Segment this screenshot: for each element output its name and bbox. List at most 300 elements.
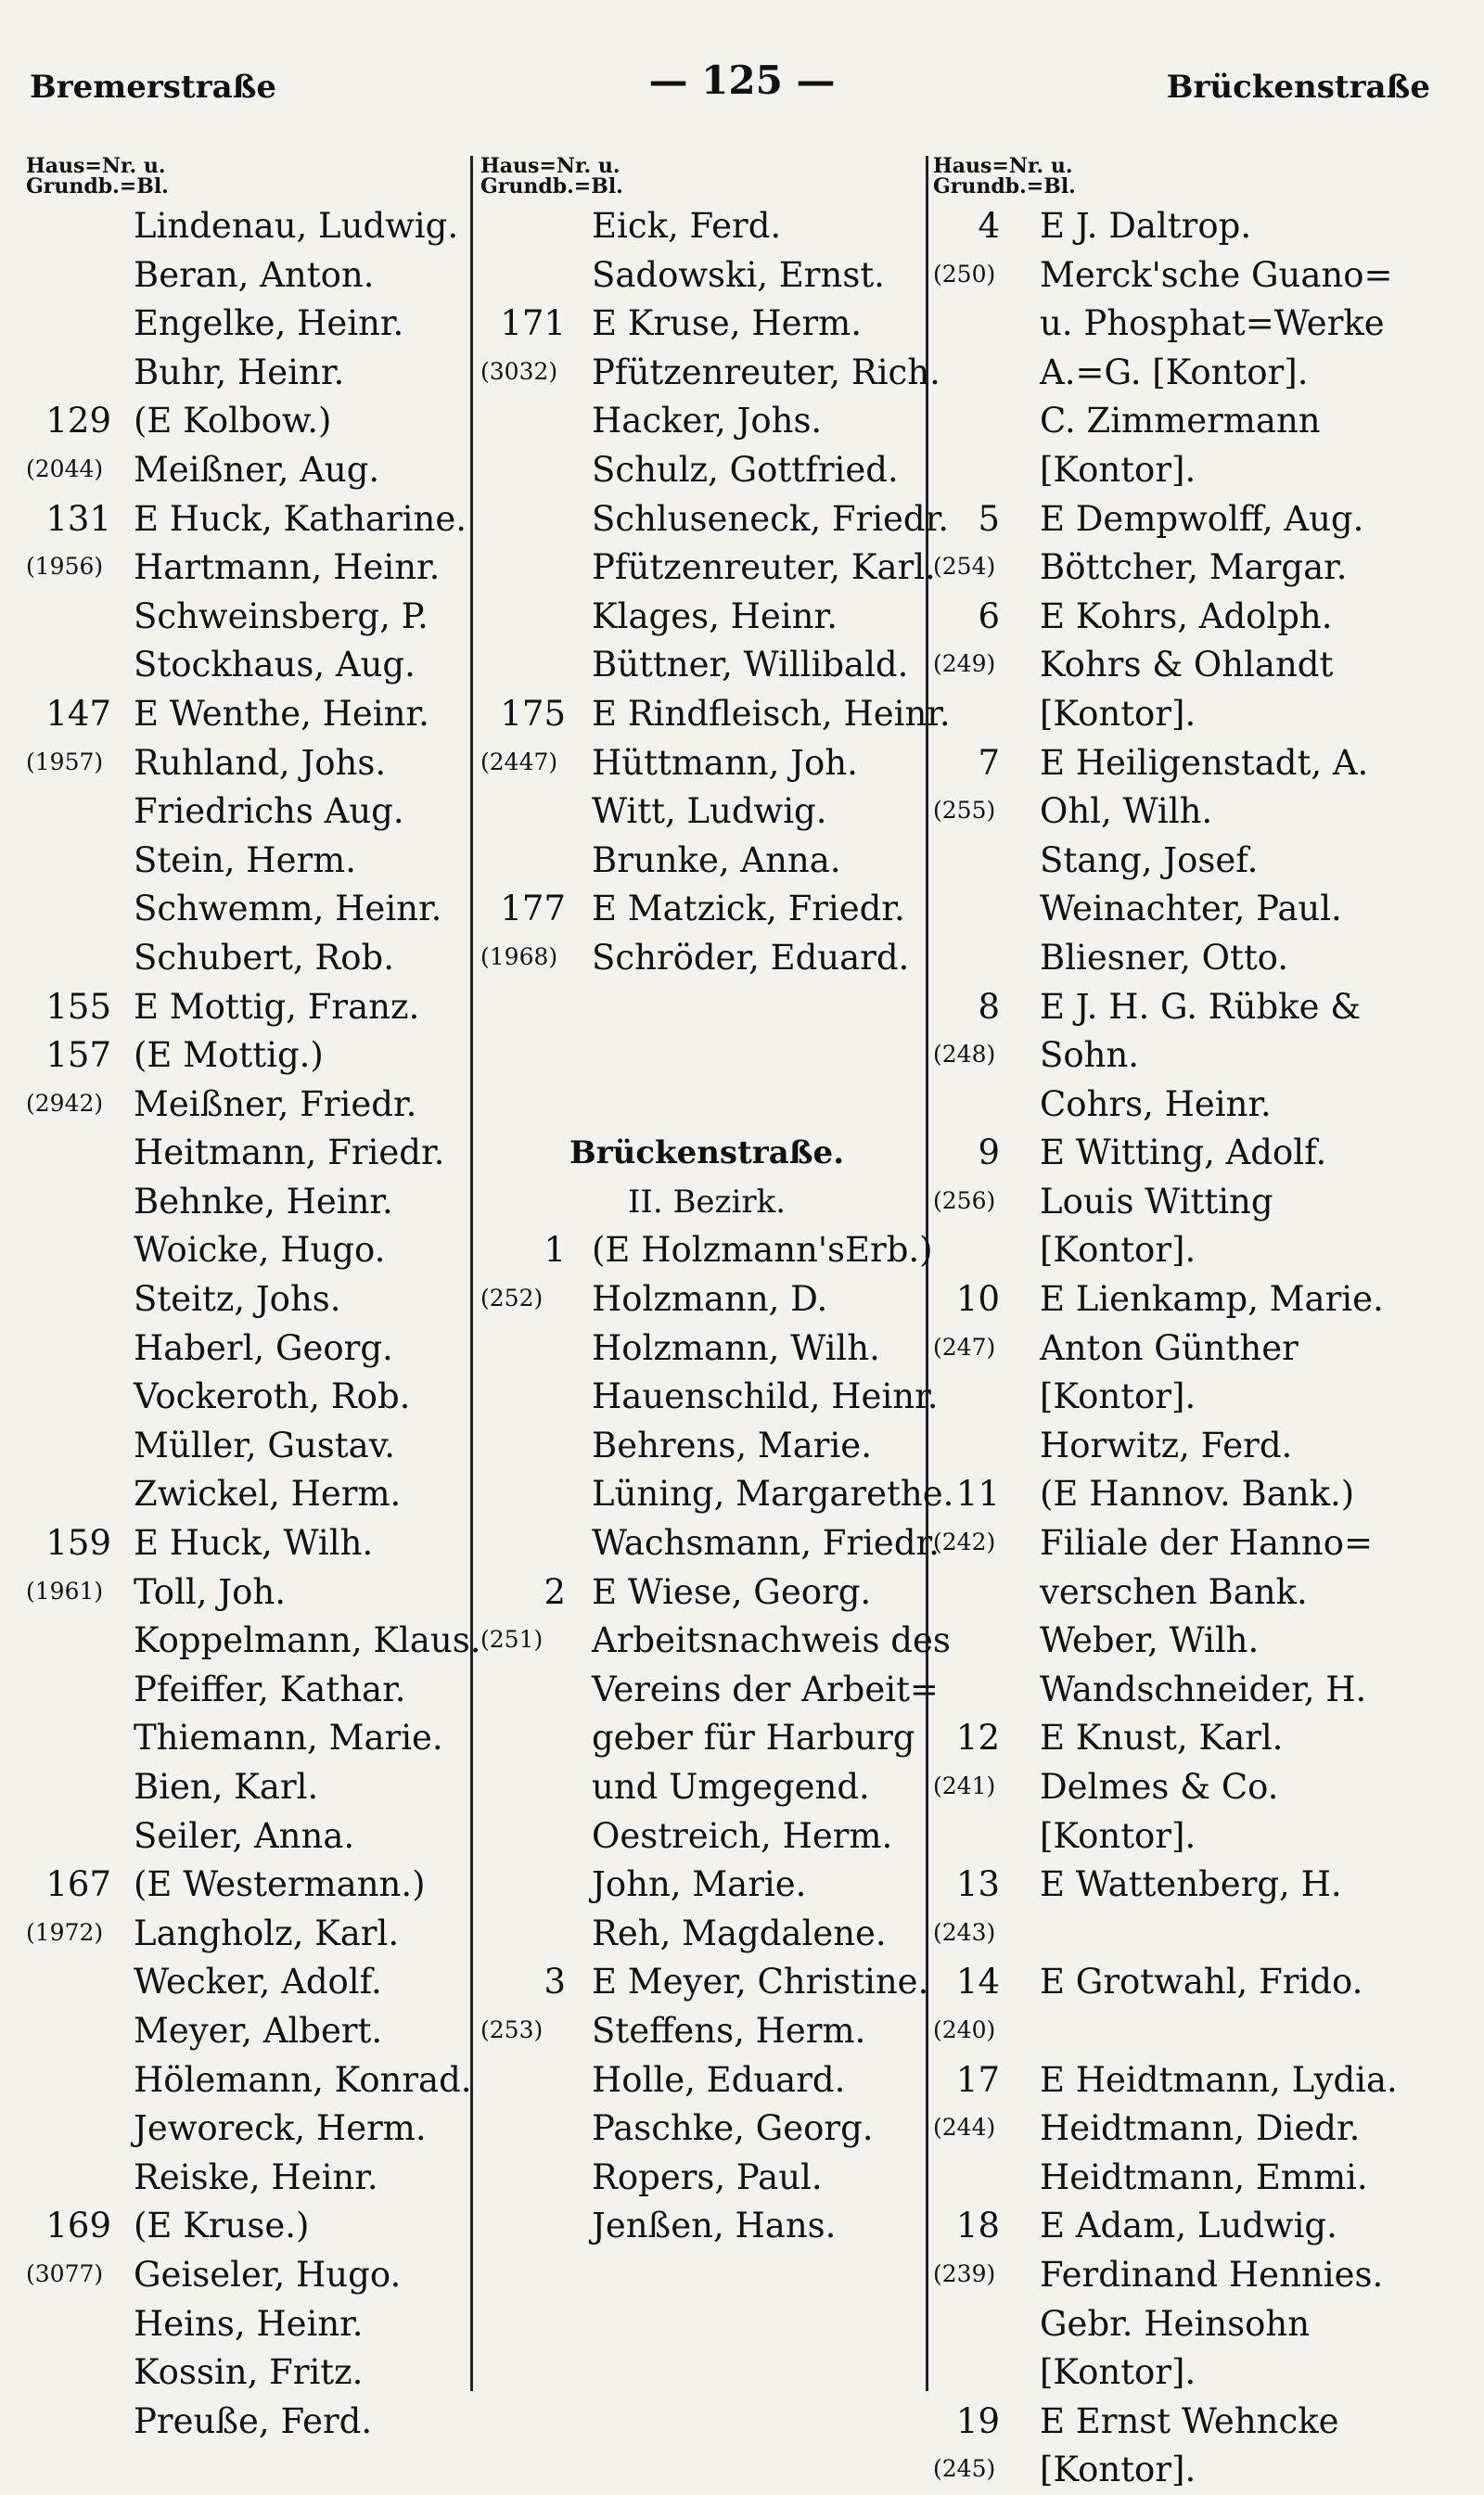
- directory-entry: [933, 787, 1452, 837]
- resident-name: Delmes & Co.: [1040, 1767, 1279, 1807]
- directory-entry: [933, 1812, 1452, 1862]
- resident-name: Engelke, Heinr.: [134, 303, 404, 344]
- directory-entry: [480, 1324, 933, 1374]
- directory-entry: [480, 690, 951, 739]
- directory-entry: [26, 544, 469, 593]
- house-number: 3: [544, 1962, 566, 2002]
- land-register-number: (250): [933, 260, 996, 288]
- resident-name: E J. H. G. Rübke &: [1040, 986, 1362, 1027]
- resident-name: E Kohrs, Adolph.: [1040, 595, 1333, 636]
- land-register-number: (2044): [26, 454, 104, 482]
- land-register-number: (242): [933, 1529, 996, 1556]
- directory-entry: [26, 1031, 469, 1081]
- resident-name: E Adam, Ludwig.: [1040, 2206, 1337, 2246]
- directory-entry: [26, 1714, 469, 1763]
- directory-entry: [480, 2007, 933, 2056]
- resident-name: [Kontor].: [1040, 2450, 1196, 2490]
- resident-name: Stang, Josef.: [1040, 839, 1259, 880]
- directory-entry: [26, 1861, 469, 1910]
- land-register-number: (245): [933, 2455, 996, 2483]
- resident-name: E Wenthe, Heinr.: [134, 693, 429, 734]
- resident-name: E J. Daltrop.: [1040, 206, 1252, 246]
- resident-name: Koppelmann, Klaus.: [134, 1620, 481, 1661]
- resident-name: Anton Günther: [1040, 1327, 1298, 1368]
- resident-name: Hartmann, Heinr.: [134, 547, 441, 588]
- resident-name: Vereins der Arbeit=: [592, 1669, 939, 1709]
- resident-name: Lüning, Margarethe.: [592, 1474, 954, 1515]
- resident-name: Vockeroth, Rob.: [134, 1376, 411, 1417]
- directory-entry: [26, 1763, 469, 1812]
- land-register-number: (239): [933, 2259, 996, 2287]
- land-register-number: (2447): [480, 748, 558, 775]
- directory-entry: [480, 2056, 933, 2105]
- house-number: 177: [500, 889, 566, 929]
- resident-name: Jeworeck, Herm.: [134, 2108, 427, 2149]
- directory-entry: [933, 1324, 1452, 1374]
- directory-entry: [480, 1812, 933, 1862]
- directory-entry: [26, 202, 469, 251]
- house-number: 12: [955, 1718, 1000, 1759]
- section-title: Brückenstraße.: [569, 1134, 845, 1172]
- resident-name: Buhr, Heinr.: [134, 352, 345, 392]
- directory-entry: [480, 593, 933, 642]
- directory-entry: [480, 885, 933, 934]
- resident-name: [Kontor].: [1040, 1230, 1196, 1271]
- resident-name: Zwickel, Herm.: [134, 1474, 402, 1515]
- directory-entry: [480, 1226, 933, 1275]
- directory-entry: [26, 739, 469, 788]
- land-register-number: (1972): [26, 1918, 104, 1946]
- resident-name: A.=G. [Kontor].: [1040, 352, 1309, 392]
- directory-entry: [480, 544, 936, 593]
- directory-entry: [933, 1519, 1452, 1568]
- resident-name: Schweinsberg, P.: [134, 595, 429, 636]
- directory-entry: [26, 1081, 469, 1130]
- directory-entry: [933, 1031, 1452, 1081]
- directory-entry: [933, 1226, 1452, 1275]
- house-number: 129: [45, 401, 111, 441]
- resident-name: [Kontor].: [1040, 1376, 1196, 1417]
- house-number: 11: [955, 1474, 1000, 1515]
- directory-entry: [26, 641, 469, 690]
- resident-name: Stockhaus, Aug.: [134, 645, 416, 685]
- resident-name: Gebr. Heinsohn: [1040, 2303, 1311, 2344]
- resident-name: Merck'sche Guano=: [1040, 254, 1393, 295]
- column-1: [26, 154, 481, 2441]
- resident-name: Arbeitsnachweis des: [592, 1620, 951, 1661]
- directory-entry: [26, 885, 469, 934]
- resident-name: Horwitz, Ferd.: [1040, 1425, 1293, 1465]
- directory-entry: [933, 1714, 1452, 1763]
- land-register-number: (1968): [480, 942, 558, 970]
- resident-name: E Wiese, Georg.: [592, 1571, 872, 1612]
- directory-entry: [480, 787, 933, 837]
- directory-entry: [26, 2398, 469, 2447]
- directory-entry: [933, 593, 1452, 642]
- resident-name: Ruhland, Johs.: [134, 742, 387, 783]
- resident-name: Kohrs & Ohlandt: [1040, 645, 1334, 685]
- house-number: 4: [978, 206, 1000, 246]
- land-register-number: (252): [480, 1285, 544, 1312]
- house-number: 6: [978, 595, 1000, 636]
- resident-name: Hüttmann, Joh.: [592, 742, 858, 783]
- resident-name: E Rindfleisch, Heinr.: [592, 693, 951, 734]
- directory-entry: [933, 2300, 1452, 2349]
- house-number: 17: [955, 2059, 1000, 2100]
- resident-name: Jenßen, Hans.: [592, 2206, 837, 2246]
- resident-name: Holzmann, D.: [592, 1279, 828, 1320]
- directory-entry: [26, 2007, 469, 2056]
- resident-name: [Kontor].: [1040, 2352, 1196, 2393]
- resident-name: Seiler, Anna.: [134, 1815, 355, 1856]
- directory-entry: [933, 349, 1452, 398]
- directory-entry: [933, 1373, 1452, 1422]
- directory-entry: [26, 397, 469, 446]
- directory-entry: [933, 1129, 1452, 1178]
- resident-name: E Mottig, Franz.: [134, 986, 420, 1027]
- directory-entry: [480, 837, 933, 886]
- house-number: 13: [955, 1864, 1000, 1905]
- directory-entry: [933, 641, 1452, 690]
- directory-entry: [26, 446, 469, 495]
- directory-entry: [933, 2446, 1452, 2495]
- blank-space: [480, 1081, 933, 1130]
- land-register-number: (1956): [26, 553, 104, 581]
- directory-entry: [480, 1373, 939, 1422]
- resident-name: Meißner, Friedr.: [134, 1083, 417, 1124]
- resident-name: verschen Bank.: [1040, 1571, 1308, 1612]
- resident-name: Heitmann, Friedr.: [134, 1132, 445, 1173]
- resident-name: Pfützenreuter, Karl.: [592, 547, 936, 588]
- resident-name: E Grotwahl, Frido.: [1040, 1962, 1363, 2002]
- directory-entry: [933, 1470, 1452, 1519]
- resident-name: Behnke, Heinr.: [134, 1181, 393, 1222]
- resident-name: E Kruse, Herm.: [592, 303, 863, 344]
- directory-entry: [480, 495, 949, 544]
- resident-name: E Dempwolff, Aug.: [1040, 498, 1364, 539]
- directory-entry: [933, 202, 1452, 251]
- directory-entry: [26, 2202, 469, 2251]
- directory-entry: [26, 2056, 472, 2105]
- directory-entry: [26, 593, 469, 642]
- directory-entry: [26, 2300, 469, 2349]
- resident-name: Toll, Joh.: [134, 1571, 286, 1612]
- directory-entry: [26, 1275, 469, 1324]
- resident-name: Wecker, Adolf.: [134, 1962, 382, 2002]
- resident-name: Bliesner, Otto.: [1040, 937, 1289, 978]
- land-register-number: (248): [933, 1041, 996, 1068]
- directory-entry: [26, 1178, 469, 1227]
- house-number: 14: [955, 1962, 1000, 2002]
- resident-name: Sohn.: [1040, 1035, 1140, 1076]
- land-register-number: (241): [933, 1772, 996, 1799]
- directory-entry: [933, 1958, 1452, 2007]
- directory-entry: [480, 1958, 933, 2007]
- resident-name: E Knust, Karl.: [1040, 1718, 1284, 1759]
- resident-name: Beran, Anton.: [134, 254, 375, 295]
- directory-entry: [933, 397, 1452, 446]
- resident-name: Geiseler, Hugo.: [134, 2254, 402, 2295]
- house-number: 169: [45, 2206, 111, 2246]
- directory-entry: [480, 1714, 933, 1763]
- column-header: Haus=Nr. u. Grundb.=Bl.: [480, 154, 623, 198]
- directory-entry: [26, 2251, 469, 2300]
- directory-entry: [26, 251, 469, 301]
- land-register-number: (2942): [26, 1089, 104, 1117]
- directory-entry: [26, 300, 469, 349]
- resident-name: Heins, Heinr.: [134, 2303, 364, 2344]
- directory-entry: [26, 1519, 469, 1568]
- resident-name: E Wattenberg, H.: [1040, 1864, 1342, 1905]
- resident-name: Filiale der Hanno=: [1040, 1523, 1374, 1564]
- land-register-number: (254): [933, 553, 996, 581]
- directory-entry: [480, 1275, 933, 1324]
- directory-entry: [933, 1275, 1452, 1324]
- resident-name: Brunke, Anna.: [592, 839, 841, 880]
- directory-entry: [933, 2007, 1452, 2056]
- section-subtitle: II. Bezirk.: [627, 1183, 787, 1221]
- directory-entry: [480, 1861, 933, 1910]
- resident-name: (E Mottig.): [134, 1035, 324, 1076]
- resident-name: Meyer, Albert.: [134, 2010, 383, 2051]
- directory-entry: [480, 2202, 933, 2251]
- resident-name: E Huck, Wilh.: [134, 1523, 374, 1564]
- resident-name: [Kontor].: [1040, 449, 1196, 490]
- directory-entry: [933, 1763, 1452, 1812]
- resident-name: Eick, Ferd.: [592, 206, 782, 246]
- resident-name: (E Westermann.): [134, 1864, 426, 1905]
- resident-name: Hacker, Johs.: [592, 401, 823, 441]
- resident-name: Woicke, Hugo.: [134, 1230, 386, 1271]
- directory-entry: [480, 2154, 933, 2203]
- resident-name: (E Kolbow.): [134, 401, 332, 441]
- land-register-number: (1961): [26, 1577, 104, 1605]
- land-register-number: (255): [933, 797, 996, 825]
- directory-entry: [933, 885, 1452, 934]
- directory-entry: [933, 2056, 1452, 2105]
- resident-name: Stein, Herm.: [134, 839, 356, 880]
- resident-name: Ropers, Paul.: [592, 2156, 823, 2197]
- directory-entry: [933, 2154, 1452, 2203]
- resident-name: Ferdinand Hennies.: [1040, 2254, 1384, 2295]
- directory-entry: [933, 1617, 1452, 1666]
- page-number: — 125 —: [648, 58, 836, 103]
- resident-name: Lindenau, Ludwig.: [134, 206, 459, 246]
- house-number: 167: [45, 1864, 111, 1905]
- resident-name: E Heiligenstadt, A.: [1040, 742, 1369, 783]
- resident-name: Meißner, Aug.: [134, 449, 380, 490]
- house-number: 19: [955, 2400, 1000, 2441]
- directory-entry: [26, 1568, 469, 1618]
- house-number: 18: [955, 2206, 1000, 2246]
- directory-entry: [26, 1470, 469, 1519]
- directory-entry: [26, 1958, 469, 2007]
- directory-entry: [26, 2105, 469, 2154]
- resident-name: [Kontor].: [1040, 693, 1196, 734]
- house-number: 175: [500, 693, 566, 734]
- directory-entry: [933, 2398, 1452, 2447]
- resident-name: Böttcher, Margar.: [1040, 547, 1348, 588]
- column-3: [933, 154, 1452, 2490]
- resident-name: Hölemann, Konrad.: [134, 2059, 472, 2100]
- blank-space: [480, 983, 933, 1032]
- directory-entry: [26, 837, 469, 886]
- directory-entry: [480, 641, 933, 690]
- directory-entry: [480, 446, 933, 495]
- directory-entry: [26, 1129, 469, 1178]
- resident-name: E Huck, Katharine.: [134, 498, 467, 539]
- directory-entry: [933, 544, 1452, 593]
- directory-entry: [933, 2251, 1452, 2300]
- land-register-number: (3032): [480, 357, 558, 385]
- directory-entry: [26, 2348, 469, 2398]
- directory-entry: [26, 495, 469, 544]
- directory-entry: [933, 934, 1452, 983]
- resident-name: [Kontor].: [1040, 1815, 1196, 1856]
- directory-entry: [933, 446, 1452, 495]
- directory-entry: [480, 202, 933, 251]
- directory-entry: [480, 934, 933, 983]
- house-number: 147: [45, 693, 111, 734]
- resident-name: Müller, Gustav.: [134, 1425, 395, 1465]
- directory-entry: [480, 1763, 933, 1812]
- directory-entry: [26, 1812, 469, 1862]
- house-number: 7: [978, 742, 1000, 783]
- directory-entry: [26, 983, 469, 1032]
- resident-name: Klages, Heinr.: [592, 595, 838, 636]
- directory-entry: [480, 1666, 939, 1715]
- resident-name: E Meyer, Christine.: [592, 1962, 929, 2002]
- resident-name: (E Kruse.): [134, 2206, 310, 2246]
- directory-entry: [933, 2105, 1452, 2154]
- resident-name: Reh, Magdalene.: [592, 1913, 887, 1953]
- house-number: 155: [45, 986, 111, 1027]
- directory-entry: [933, 1910, 1452, 1959]
- directory-entry: [933, 2348, 1452, 2398]
- land-register-number: (253): [480, 2015, 544, 2043]
- house-number: 2: [544, 1571, 566, 1612]
- resident-name: E Lienkamp, Marie.: [1040, 1279, 1384, 1320]
- resident-name: Hauenschild, Heinr.: [592, 1376, 939, 1417]
- resident-name: Thiemann, Marie.: [134, 1718, 443, 1759]
- resident-name: Witt, Ludwig.: [592, 791, 827, 832]
- resident-name: Paschke, Georg.: [592, 2108, 874, 2149]
- land-register-number: (244): [933, 2114, 996, 2142]
- directory-entry: [480, 1519, 940, 1568]
- resident-name: Preuße, Ferd.: [134, 2400, 373, 2441]
- resident-name: Heidtmann, Emmi.: [1040, 2156, 1368, 2197]
- resident-name: (E Hannov. Bank.): [1040, 1474, 1355, 1515]
- resident-name: Wachsmann, Friedr.: [592, 1523, 940, 1564]
- column-2: [480, 154, 954, 2437]
- land-register-number: (243): [933, 1918, 996, 1946]
- house-number: 10: [955, 1279, 1000, 1320]
- column-header: Haus=Nr. u. Grundb.=Bl.: [933, 154, 1076, 198]
- resident-name: Schröder, Eduard.: [592, 937, 910, 978]
- resident-name: (E Holzmann'sErb.): [592, 1230, 933, 1271]
- directory-entry: [480, 1617, 951, 1666]
- resident-name: Behrens, Marie.: [592, 1425, 872, 1465]
- directory-entry: [26, 1666, 469, 1715]
- directory-entry: [26, 787, 469, 837]
- land-register-number: (251): [480, 1626, 544, 1654]
- directory-entry: [26, 1226, 469, 1275]
- directory-entry: [480, 1568, 933, 1618]
- directory-entry: [480, 251, 933, 301]
- directory-entry: [26, 1324, 469, 1374]
- resident-name: Schwemm, Heinr.: [134, 889, 442, 929]
- resident-name: Pfützenreuter, Rich.: [592, 352, 940, 392]
- directory-entry: [480, 349, 940, 398]
- resident-name: Oestreich, Herm.: [592, 1815, 893, 1856]
- resident-name: geber für Harburg: [592, 1718, 915, 1759]
- land-register-number: (247): [933, 1333, 996, 1361]
- page-header: [0, 58, 1484, 113]
- directory-entry: [933, 1666, 1452, 1715]
- directory-entry: [933, 251, 1452, 301]
- directory-entry: [480, 1470, 954, 1519]
- directory-entry: [933, 300, 1452, 349]
- directory-entry: [933, 2202, 1452, 2251]
- directory-entry: [933, 983, 1452, 1032]
- running-head-left: Bremerstraße: [30, 69, 277, 106]
- directory-entry: [933, 495, 1452, 544]
- house-number: 8: [978, 986, 1000, 1027]
- directory-entry: [933, 690, 1452, 739]
- resident-name: Büttner, Willibald.: [592, 645, 909, 685]
- resident-name: Holle, Eduard.: [592, 2059, 846, 2100]
- directory-entry: [480, 1910, 933, 1959]
- directory-entry: [26, 1617, 481, 1666]
- resident-name: Schubert, Rob.: [134, 937, 394, 978]
- resident-name: Bien, Karl.: [134, 1767, 319, 1807]
- resident-name: Friedrichs Aug.: [134, 791, 404, 832]
- resident-name: Kossin, Fritz.: [134, 2352, 364, 2393]
- resident-name: u. Phosphat=Werke: [1040, 303, 1385, 344]
- land-register-number: (256): [933, 1186, 996, 1214]
- resident-name: Steffens, Herm.: [592, 2010, 866, 2051]
- land-register-number: (240): [933, 2015, 996, 2043]
- directory-entry: [933, 1861, 1452, 1910]
- directory-entry: [26, 2154, 469, 2203]
- land-register-number: (249): [933, 650, 996, 678]
- directory-entry: [933, 837, 1452, 886]
- directory-entry: [26, 1373, 469, 1422]
- directory-entry: [26, 1422, 469, 1471]
- directory-entry: [26, 349, 469, 398]
- resident-name: E Matzick, Friedr.: [592, 889, 905, 929]
- directory-entry: [933, 1081, 1452, 1130]
- resident-name: C. Zimmermann: [1040, 401, 1321, 441]
- directory-entry: [933, 739, 1452, 788]
- resident-name: Langholz, Karl.: [134, 1913, 400, 1953]
- directory-entry: [480, 397, 933, 446]
- directory-entry: [480, 1422, 933, 1471]
- land-register-number: (1957): [26, 748, 104, 775]
- house-number: 157: [45, 1035, 111, 1076]
- directory-entry: [933, 1568, 1452, 1618]
- resident-name: Schluseneck, Friedr.: [592, 498, 949, 539]
- resident-name: und Umgegend.: [592, 1767, 870, 1807]
- directory-entry: [26, 1910, 469, 1959]
- resident-name: E Witting, Adolf.: [1040, 1132, 1327, 1173]
- directory-entry: [933, 1422, 1452, 1471]
- resident-name: John, Marie.: [592, 1864, 807, 1905]
- house-number: 9: [978, 1132, 1000, 1173]
- resident-name: E Heidtmann, Lydia.: [1040, 2059, 1398, 2100]
- resident-name: Weinachter, Paul.: [1040, 889, 1342, 929]
- house-number: 171: [500, 303, 566, 344]
